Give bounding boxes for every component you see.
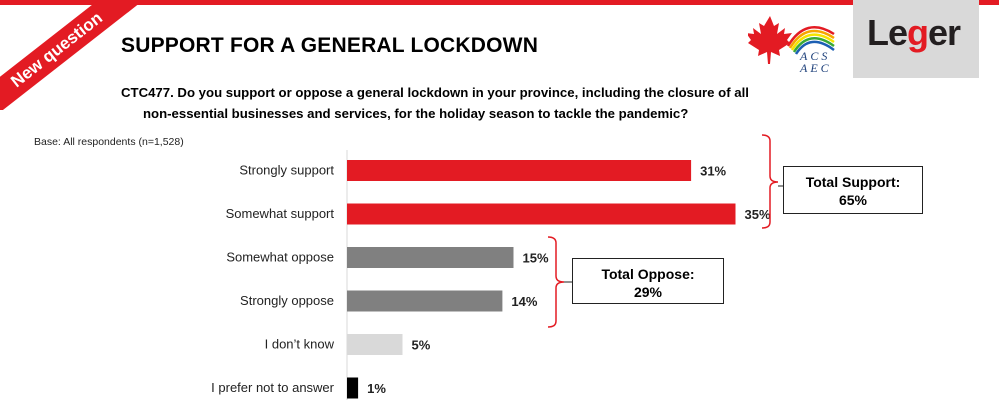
value-label: 35% xyxy=(744,207,771,222)
value-label: 1% xyxy=(367,381,386,396)
bar xyxy=(347,334,403,355)
oppose-bracket xyxy=(548,237,564,327)
bar xyxy=(347,204,736,225)
acs-text: ACS xyxy=(800,49,831,63)
ribbon-label: New question xyxy=(0,0,140,110)
value-label: 14% xyxy=(511,294,538,309)
question-line-1: CTC477. Do you support or oppose a general lockdown in your province, including the closure of all xyxy=(121,85,749,100)
bar xyxy=(347,247,514,268)
category-label: I don’t know xyxy=(264,336,334,352)
total-support-label: Total Support: xyxy=(805,174,901,190)
total-oppose-box xyxy=(572,258,724,304)
category-label: Strongly oppose xyxy=(240,293,334,308)
page-title: SUPPORT FOR A GENERAL LOCKDOWN xyxy=(121,34,539,57)
value-label: 15% xyxy=(522,250,549,266)
leger-wordmark: Leger xyxy=(867,12,961,53)
question-line-2: non-essential businesses and services, for the holiday season to tackle the pandemic? xyxy=(143,106,689,121)
category-label: I prefer not to answer xyxy=(211,380,334,395)
total-support-box xyxy=(783,166,923,214)
category-label: Strongly support xyxy=(239,162,334,178)
total-support-value: 65% xyxy=(838,192,868,208)
bar xyxy=(347,291,502,312)
bar xyxy=(347,378,358,399)
bar xyxy=(347,160,691,181)
aec-text: AEC xyxy=(800,61,832,74)
base-note: Base: All respondents (n=1,528) xyxy=(34,136,184,148)
value-label: 5% xyxy=(411,337,431,353)
category-label: Somewhat support xyxy=(225,206,334,221)
value-label: 31% xyxy=(700,163,727,179)
total-oppose-value: 29% xyxy=(633,284,663,300)
total-oppose-label: Total Oppose: xyxy=(601,266,695,282)
category-label: Somewhat oppose xyxy=(226,249,334,265)
